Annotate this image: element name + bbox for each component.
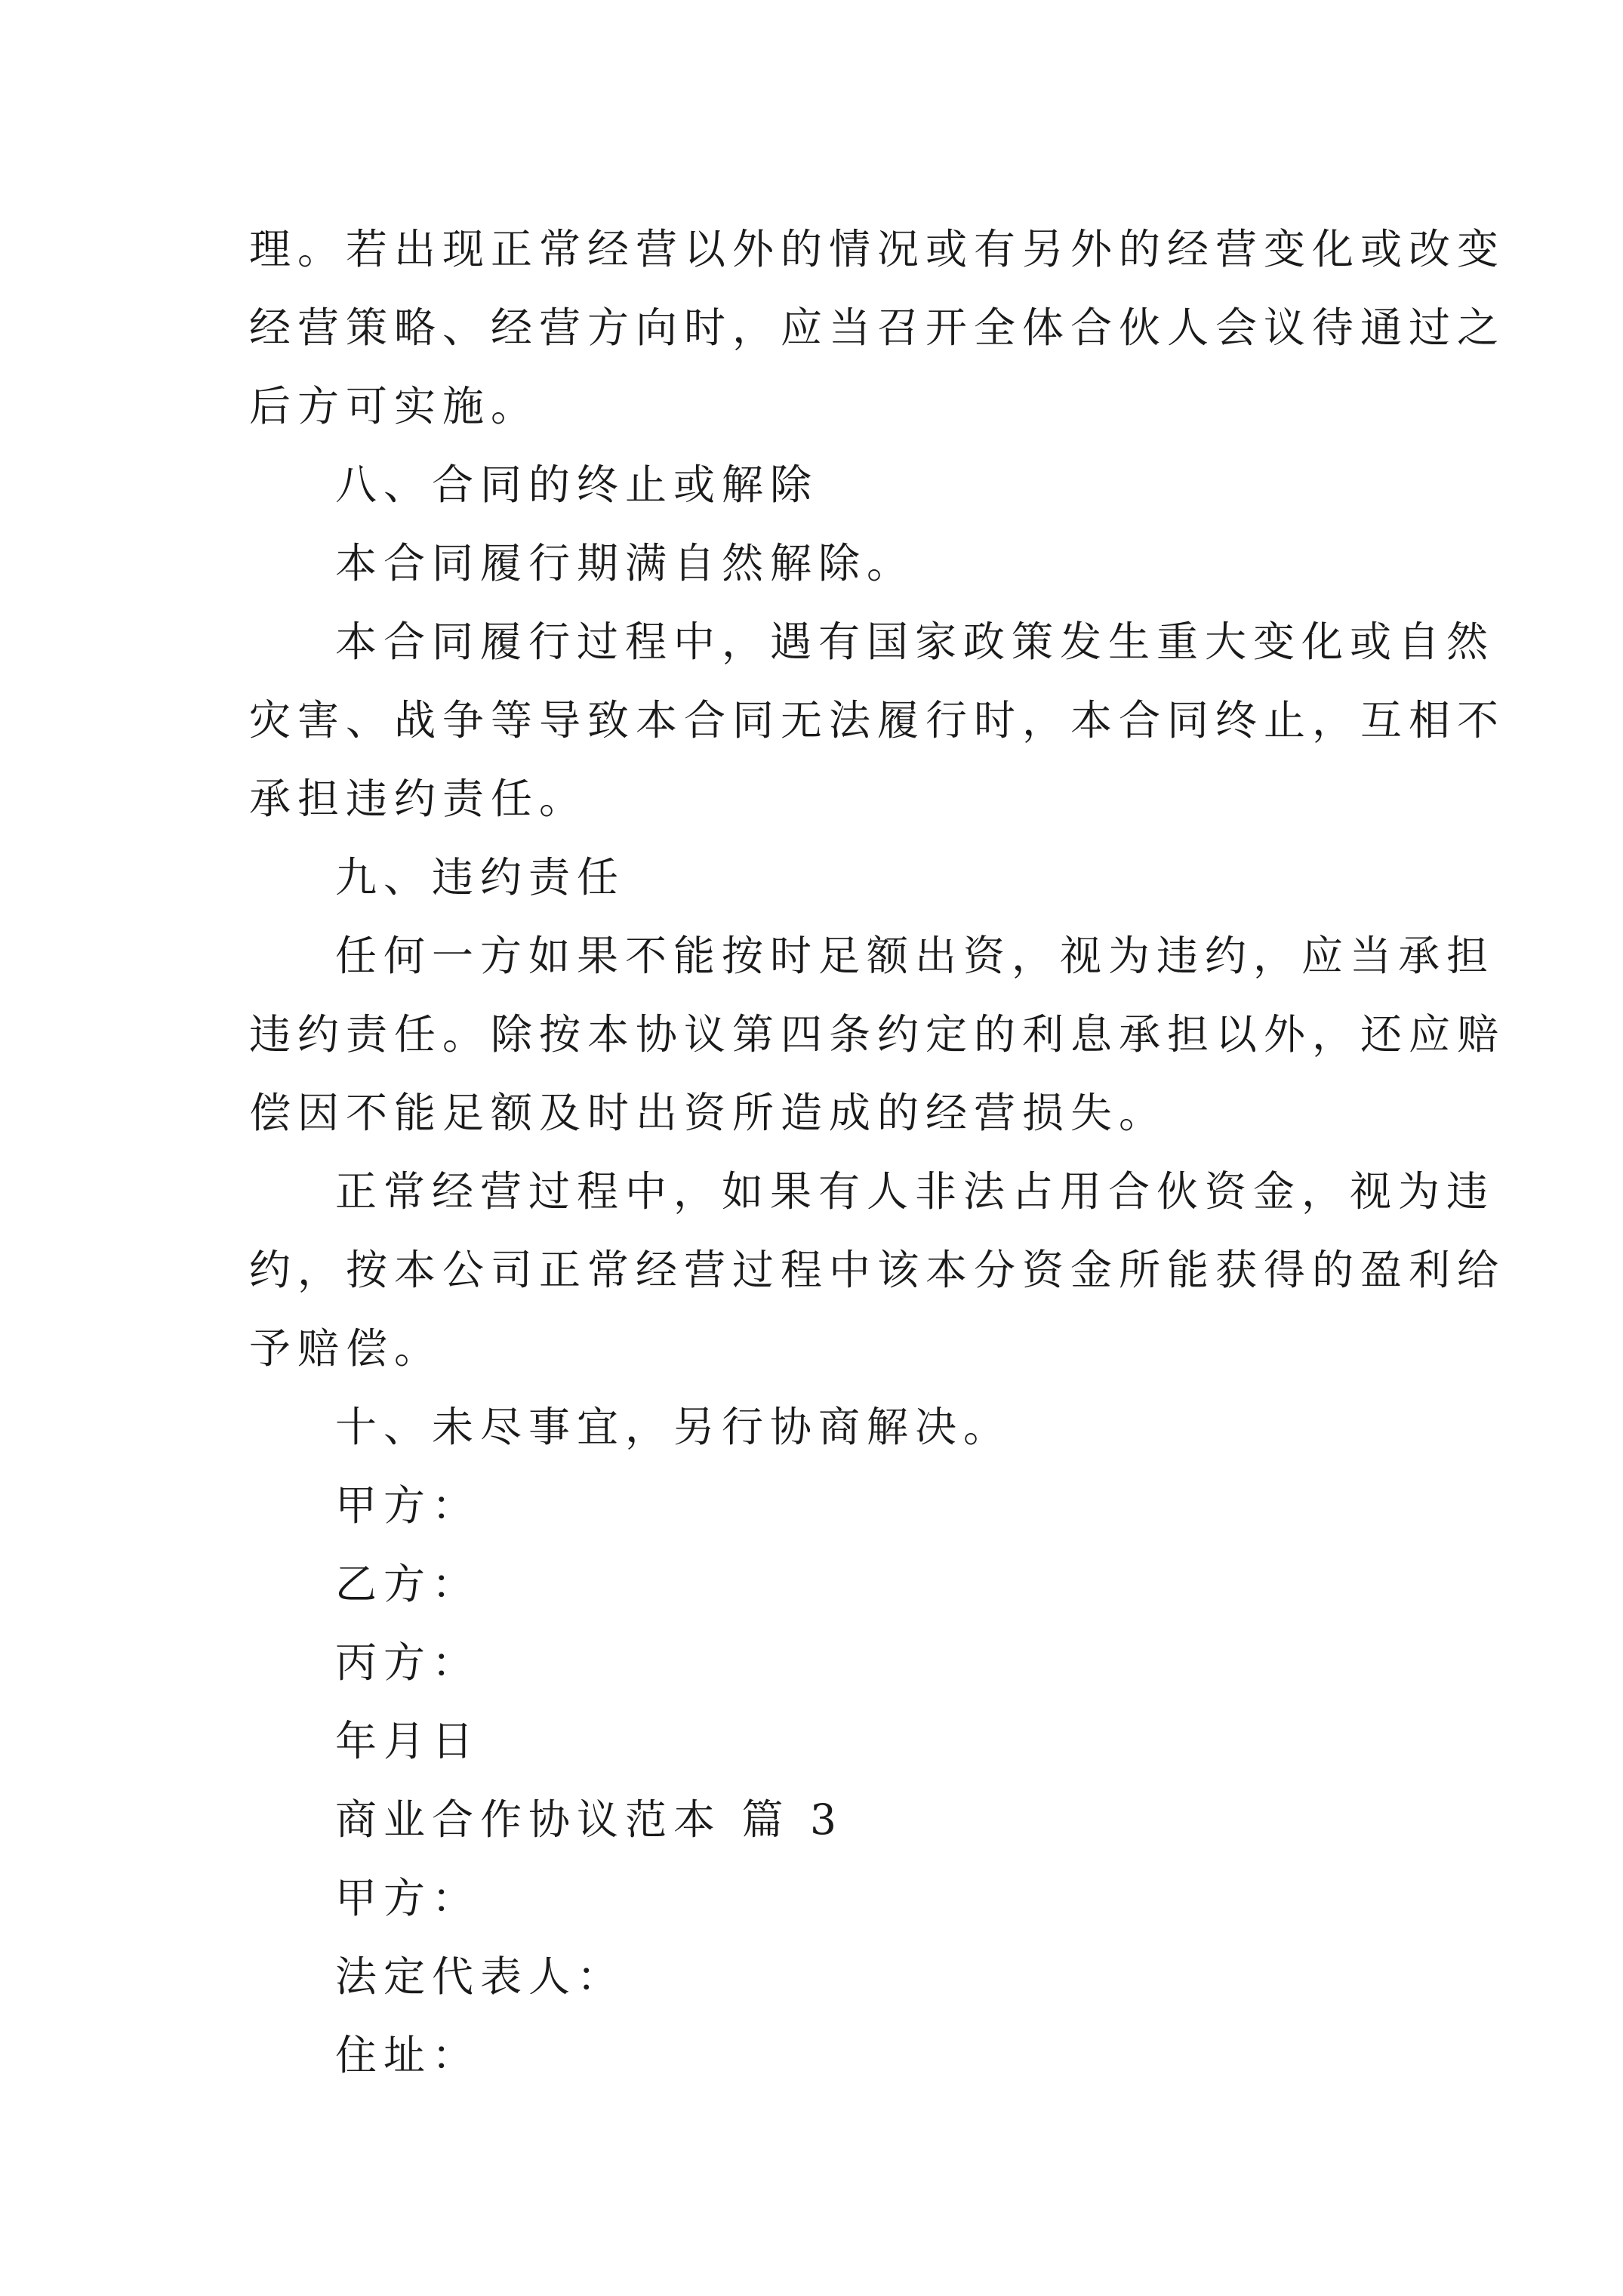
text-line-6: 本合同履行过程中，遇有国家政策发生重大变化或自然 <box>335 618 1495 666</box>
party-a-label-2: 甲方： <box>335 1874 481 1922</box>
section-heading-10: 十、未尽事宜，另行协商解决。 <box>335 1403 1012 1451</box>
text-line-7: 灾害、战争等导致本合同无法履行时，本合同终止，互相不 <box>249 696 1506 744</box>
party-c-label: 丙方： <box>335 1638 481 1687</box>
legal-representative-label: 法定代表人： <box>335 1952 626 2001</box>
text-line-14: 约，按本公司正常经营过程中该本分资金所能获得的盈利给 <box>249 1246 1506 1294</box>
text-line-12: 偿因不能足额及时出资所造成的经营损失。 <box>249 1089 1168 1137</box>
text-line-13: 正常经营过程中，如果有人非法占用合伙资金，视为违 <box>335 1167 1495 1216</box>
address-label: 住址： <box>335 2031 481 2079</box>
text-line-1: 理。若出现正常经营以外的情况或有另外的经营变化或改变 <box>249 225 1506 273</box>
text-line-10: 任何一方如果不能按时足额出资，视为违约，应当承担 <box>335 932 1495 980</box>
text-line-2: 经营策略、经营方向时，应当召开全体合伙人会议待通过之 <box>249 304 1506 352</box>
text-line-5: 本合同履行期满自然解除。 <box>335 539 916 587</box>
document-subtitle: 商业合作协议范本 篇 3 <box>335 1795 843 1844</box>
text-line-11: 违约责任。除按本协议第四条约定的利息承担以外，还应赔 <box>249 1010 1506 1059</box>
party-a-label: 甲方： <box>335 1481 481 1530</box>
text-line-8: 承担违约责任。 <box>249 775 588 823</box>
document-body <box>249 210 1506 2094</box>
party-b-label: 乙方： <box>335 1560 481 1608</box>
section-heading-8: 八、合同的终止或解除 <box>335 461 819 509</box>
text-line-15: 予赔偿。 <box>249 1324 443 1373</box>
section-heading-9: 九、违约责任 <box>335 853 626 901</box>
text-line-3: 后方可实施。 <box>249 382 540 430</box>
date-label: 年月日 <box>335 1717 481 1765</box>
